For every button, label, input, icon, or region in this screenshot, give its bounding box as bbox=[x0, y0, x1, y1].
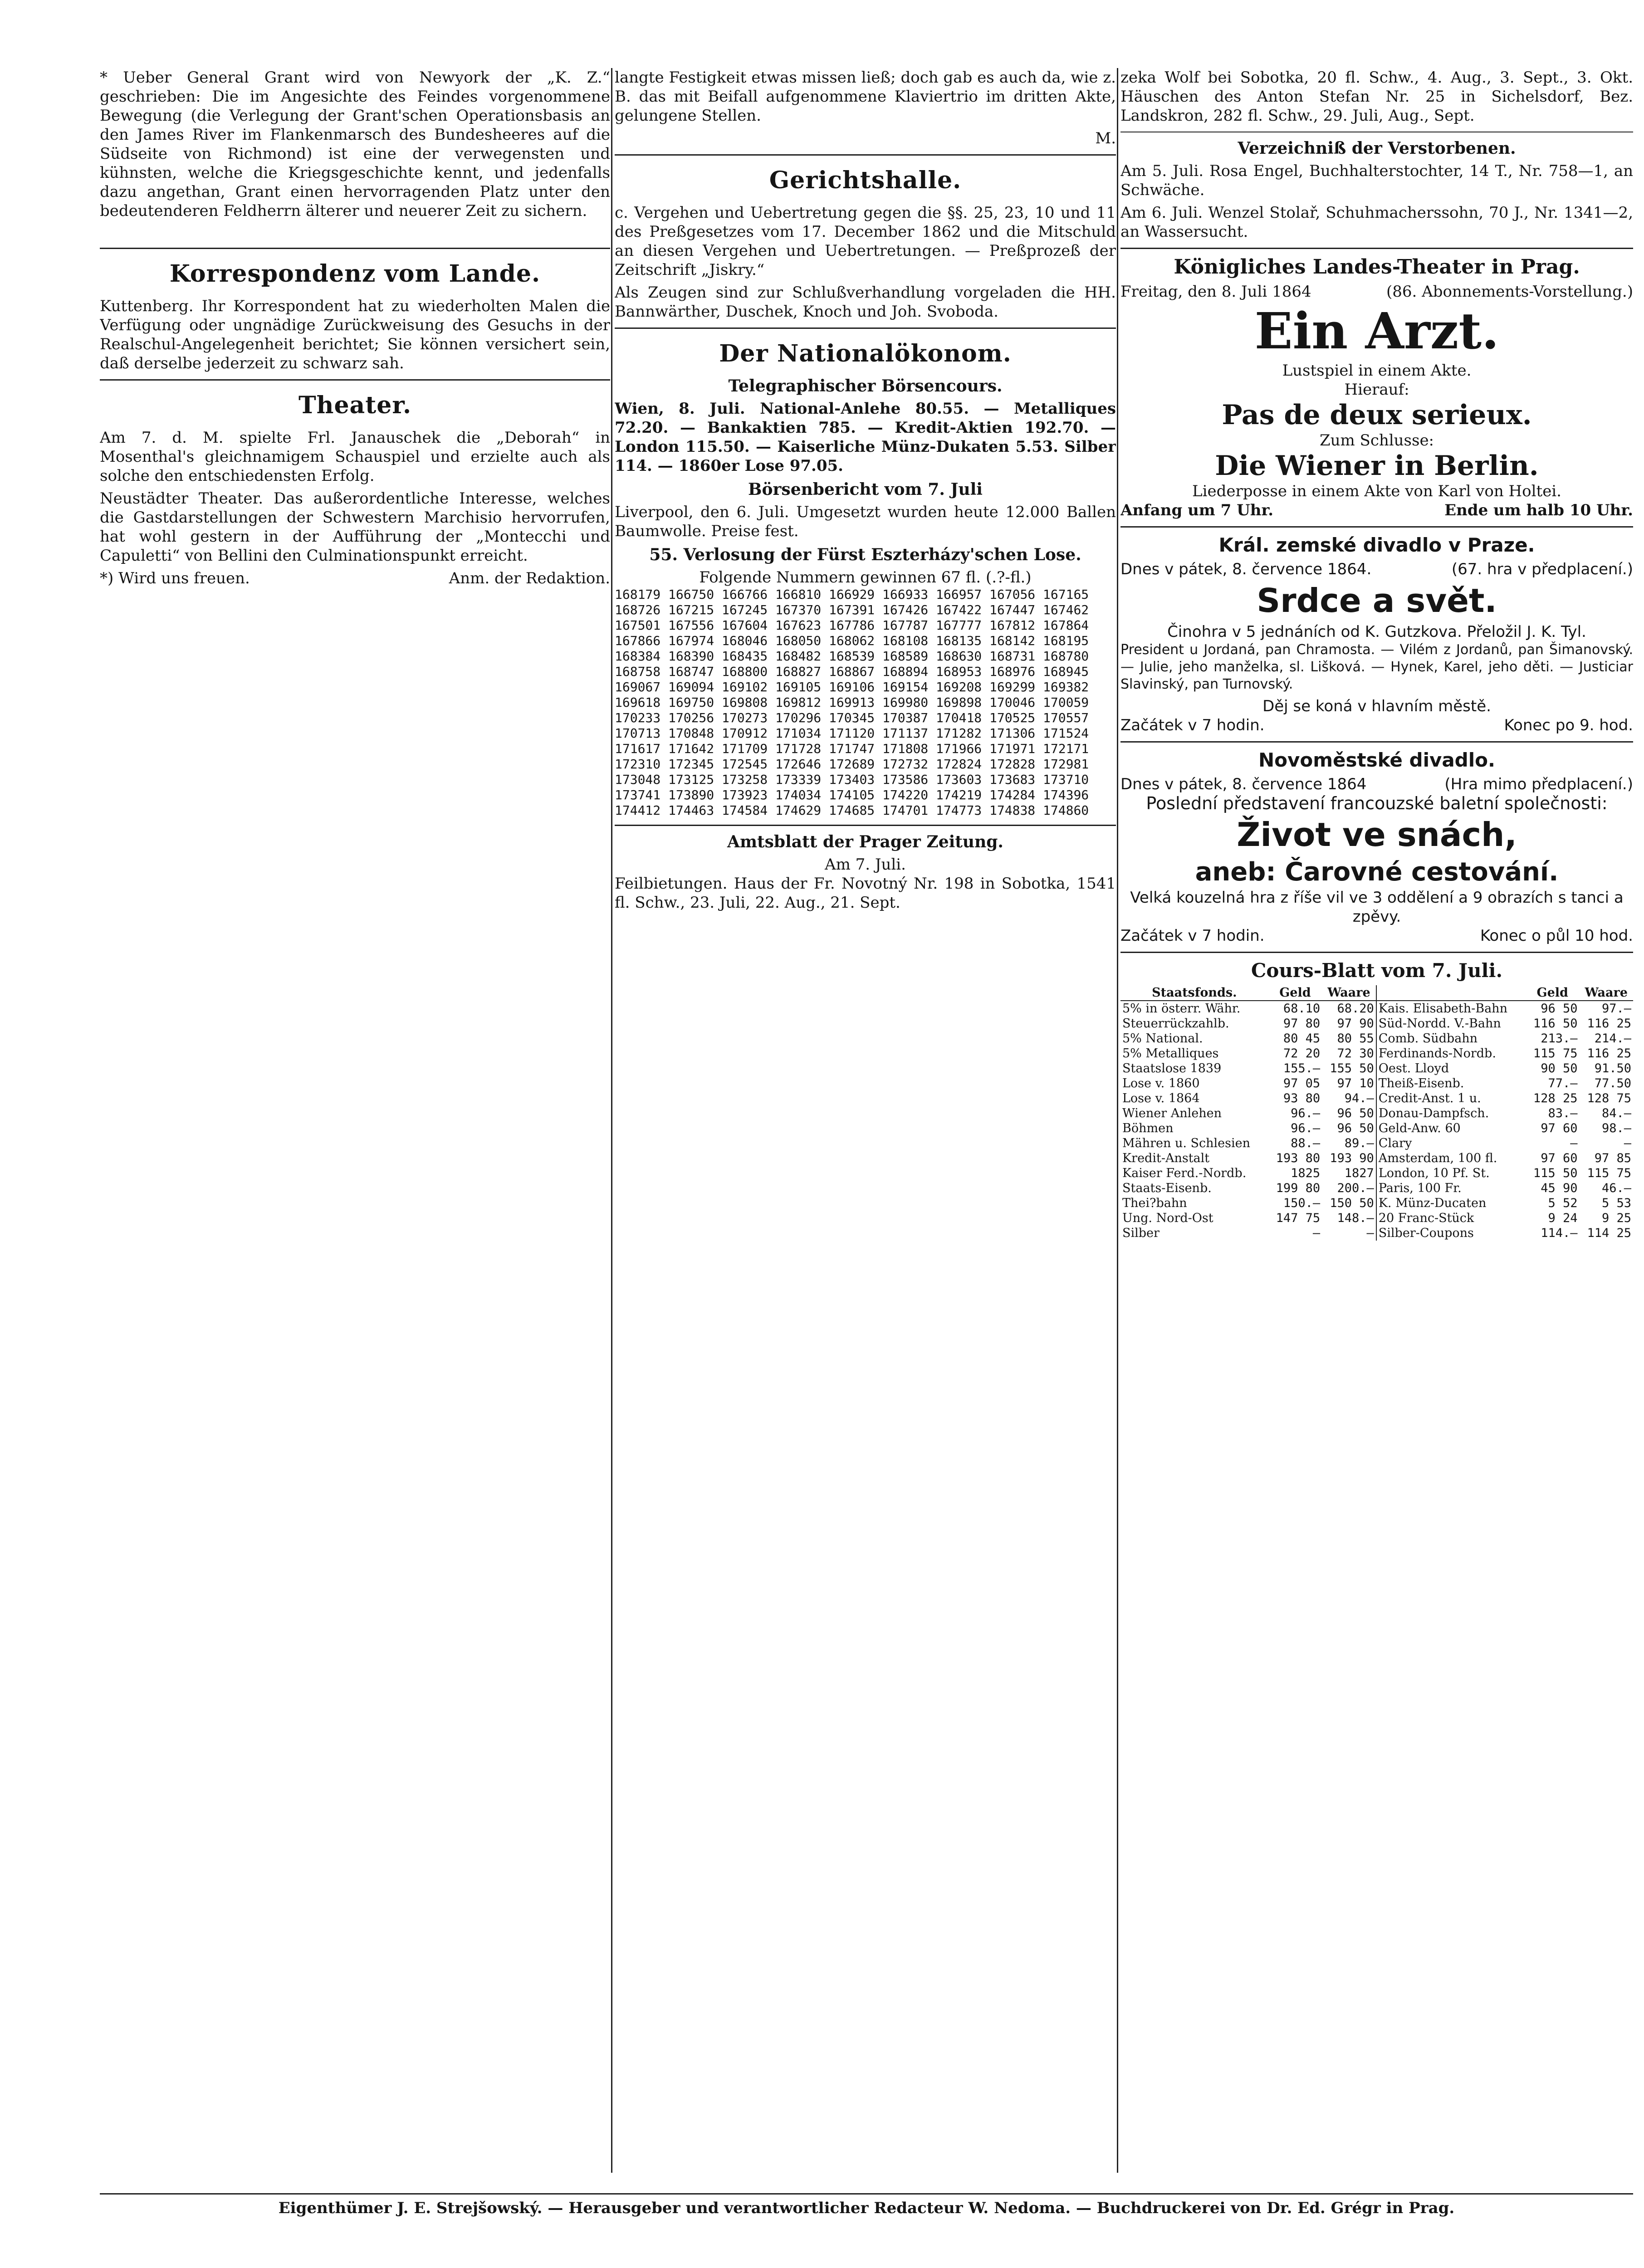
cours-cell: 128 75 bbox=[1587, 1091, 1631, 1105]
theater3-date-row bbox=[1120, 775, 1633, 794]
theater3-date: Dnes v pátek, 8. července 1864 bbox=[1120, 775, 1367, 793]
cours-cell: 77.50 bbox=[1594, 1076, 1631, 1090]
gericht-article-2: Als Zeugen sind zur Schlußverhandlung vorgeladen die HH. Bannwärther, Duschek, Knoch und Joh. Svoboda. bbox=[615, 284, 1116, 321]
cours-cell: 46.— bbox=[1601, 1181, 1631, 1195]
imprint-footer: Eigenthümer J. E. Strejšowský. — Herausgeber und verantwortlicher Redacteur W. Nedoma. — Buchdruckerei von Dr. Ed. Grégr in Prag. bbox=[100, 2193, 1633, 2220]
cours-cell: Böhmen bbox=[1122, 1121, 1174, 1135]
divider bbox=[1120, 248, 1633, 249]
cours-header-cell: Geld bbox=[1268, 985, 1322, 1001]
cours-cell: Kais. Elisabeth-Bahn bbox=[1378, 1002, 1507, 1016]
cours-cell: 200.— bbox=[1322, 1181, 1376, 1196]
cours-cell: Ferdinands-Nordb. bbox=[1378, 1046, 1496, 1061]
cours-cell: 1827 bbox=[1322, 1166, 1376, 1181]
review-signature: M. bbox=[1095, 129, 1116, 147]
lottery-row: 170713 170848 170912 171034 171120 171137 171282 171306 171524 bbox=[615, 726, 1089, 741]
cours-header-cell: Waare bbox=[1579, 985, 1633, 1001]
cours-cell: 147 75 bbox=[1276, 1211, 1321, 1225]
cours-cell: 150.— bbox=[1283, 1196, 1321, 1210]
cours-row bbox=[1120, 1046, 1633, 1061]
theater2-cast: President u Jordaná, pan Chramosta. — Vilém z Jordanů, pan Šimanovský. — Julie, jeho manželka, sl. Lišková. — Hynek, Karel, jeho děti. — Justiciar Slavinský, pan Turnovský. bbox=[1120, 642, 1633, 692]
theater2-date-row bbox=[1120, 560, 1633, 579]
theater-ad-finally: Zum Schlusse: bbox=[1319, 431, 1434, 450]
theater-ad-zemske bbox=[1120, 534, 1633, 735]
cours-cell: 5% in österr. Währ. bbox=[1122, 1002, 1241, 1016]
column-rule bbox=[1117, 68, 1118, 2173]
cours-title: Cours-Blatt vom 7. Juli. bbox=[1251, 959, 1503, 982]
theater3-end: Konec o půl 10 hod. bbox=[1480, 927, 1633, 945]
theater2-abo: (67. hra v předplacení.) bbox=[1451, 560, 1633, 578]
liverpool-report: Liverpool, den 6. Juli. Umgesetzt wurden heute 12.000 Ballen Baumwolle. Preise fest. bbox=[615, 503, 1116, 540]
amtsblatt-title: Amtsblatt der Prager Zeitung. bbox=[727, 832, 1003, 851]
cours-cell: 5 52 bbox=[1548, 1196, 1578, 1210]
cours-row bbox=[1120, 1136, 1633, 1151]
cours-cell: 97 10 bbox=[1322, 1076, 1376, 1091]
cours-cell: Theiß-Eisenb. bbox=[1378, 1076, 1464, 1090]
divider bbox=[615, 825, 1116, 826]
cours-cell: Kredit-Anstalt bbox=[1122, 1151, 1210, 1165]
theater3-intro: Poslední představení francouzské baletní společnosti: bbox=[1146, 793, 1608, 813]
divider bbox=[1120, 952, 1633, 953]
lottery-title: 55. Verlosung der Fürst Eszterházy'schen Lose. bbox=[649, 545, 1081, 564]
lottery-row: 173048 173125 173258 173339 173403 173586 173603 173683 173710 bbox=[615, 772, 1089, 787]
korrespondenz-title: Korrespondenz vom Lande. bbox=[169, 260, 541, 288]
boersenbericht-title: Börsenbericht vom 7. Juli bbox=[748, 480, 983, 499]
cours-cell: 155 50 bbox=[1322, 1061, 1376, 1076]
theater3-desc: Velká kouzelná hra z říše vil ve 3 oddělení a 9 obrazích s tanci a zpěvy. bbox=[1130, 889, 1624, 926]
theater-ad-desc: Liederposse in einem Akte von Karl von Holtei. bbox=[1192, 482, 1561, 500]
gericht-article-1: c. Vergehen und Uebertretung gegen die §§. 25, 23, 10 und 11 des Preßgesetzes vom 17. December 1862 und die Mitschuld an diesen Vergehen und Uebertretungen. — Preßprozeß der Zeitschrift „Jiskry.“ bbox=[615, 204, 1116, 279]
cours-cell: 214.— bbox=[1594, 1031, 1631, 1046]
cours-cell: 72 30 bbox=[1322, 1046, 1376, 1061]
cours-cell: Geld-Anw. 60 bbox=[1378, 1121, 1461, 1135]
theater3-times bbox=[1120, 926, 1633, 945]
theater2-play: Srdce a svět. bbox=[1257, 582, 1497, 620]
cours-header-cell: Waare bbox=[1322, 985, 1376, 1001]
cours-cell: 114.— bbox=[1541, 1226, 1578, 1240]
divider bbox=[615, 327, 1116, 329]
nationaloekonom-title: Der Nationalökonom. bbox=[719, 340, 1012, 367]
lottery-row: 170233 170256 170273 170296 170345 170387 170418 170525 170557 bbox=[615, 710, 1089, 725]
cours-cell: Staatslose 1839 bbox=[1122, 1061, 1222, 1075]
lottery-row: 168179 166750 166766 166810 166929 166933 166957 167056 167165 bbox=[615, 587, 1089, 602]
cours-cell: Clary bbox=[1378, 1136, 1412, 1150]
cours-cell: 148.— bbox=[1322, 1211, 1376, 1226]
lottery-row: 172310 172345 172545 172646 172689 172732 172824 172828 172981 bbox=[615, 757, 1089, 772]
cours-cell: Thei?bahn bbox=[1122, 1196, 1187, 1210]
lottery-row: 171617 171642 171709 171728 171747 171808 171966 171971 172171 bbox=[615, 741, 1089, 756]
cours-cell: 97 85 bbox=[1594, 1151, 1631, 1165]
cours-cell: 1825 bbox=[1291, 1166, 1321, 1180]
korrespondenz-article: Kuttenberg. Ihr Korrespondent hat zu wiederholten Malen die Verfügung oder ungnädige Zurückweisung des Gesuchs in der Realschul-Angelegenheit berichtet; Sie können versichert sein, daß derselbe jederzeit zu schwarz sah. bbox=[100, 297, 610, 372]
cours-cell: 80 45 bbox=[1283, 1031, 1321, 1046]
theater2-place: Děj se koná v hlavním městě. bbox=[1262, 697, 1491, 715]
cours-cell: Silber-Coupons bbox=[1378, 1226, 1474, 1240]
cours-cell: 96.— bbox=[1291, 1121, 1321, 1135]
cours-cell: 96 50 bbox=[1322, 1121, 1376, 1136]
cours-cell: Paris, 100 Fr. bbox=[1378, 1181, 1462, 1195]
cours-cell: 96.— bbox=[1291, 1106, 1321, 1120]
cours-table bbox=[1120, 985, 1633, 1241]
cours-cell: 97 80 bbox=[1283, 1017, 1321, 1031]
cours-cell: Steuerrückzahlb. bbox=[1122, 1017, 1229, 1031]
theater-ad-play2: Pas de deux serieux. bbox=[1222, 399, 1532, 431]
theater3-abo: (Hra mimo předplacení.) bbox=[1444, 775, 1633, 793]
cours-cell: 9 25 bbox=[1601, 1211, 1631, 1225]
cours-cell: Credit-Anst. 1 u. bbox=[1378, 1091, 1481, 1105]
cours-cell: Ung. Nord-Ost bbox=[1122, 1211, 1213, 1225]
theater-ad-start: Anfang um 7 Uhr. bbox=[1120, 501, 1274, 519]
cours-cell: 115 50 bbox=[1533, 1166, 1578, 1180]
grant-article-continued bbox=[100, 224, 610, 241]
cours-cell: Amsterdam, 100 fl. bbox=[1378, 1151, 1497, 1165]
theater-ad-times bbox=[1120, 501, 1633, 520]
cours-cell: K. Münz-Ducaten bbox=[1378, 1196, 1487, 1210]
theater-ad-novomestske bbox=[1120, 749, 1633, 945]
cours-cell: Oest. Lloyd bbox=[1378, 1061, 1449, 1075]
cours-cell: Mähren u. Schlesien bbox=[1122, 1136, 1251, 1150]
amtsblatt-date: Am 7. Juli. bbox=[825, 855, 906, 874]
cours-cell: Lose v. 1860 bbox=[1122, 1076, 1200, 1090]
cours-header-row bbox=[1120, 985, 1633, 1001]
amtsblatt-text: Feilbietungen. Haus der Fr. Novotný Nr. 198 in Sobotka, 1541 fl. Schw., 23. Juli, 22. Aug., 21. Sept. bbox=[615, 875, 1116, 912]
theater2-title: Král. zemské divadlo v Praze. bbox=[1218, 534, 1535, 556]
cours-cell: 115 75 bbox=[1587, 1166, 1631, 1180]
cours-header-cell bbox=[1376, 985, 1526, 1001]
cours-row bbox=[1120, 1091, 1633, 1106]
theater-ad-end: Ende um halb 10 Uhr. bbox=[1444, 501, 1633, 519]
cours-row bbox=[1120, 1106, 1633, 1121]
cours-cell: 93 80 bbox=[1283, 1091, 1321, 1105]
cours-row bbox=[1120, 1181, 1633, 1196]
theater3-start: Začátek v 7 hodin. bbox=[1120, 927, 1265, 945]
cours-cell: 94.— bbox=[1322, 1091, 1376, 1106]
cours-row bbox=[1120, 1151, 1633, 1166]
cours-cell: Comb. Südbahn bbox=[1378, 1031, 1478, 1046]
lottery-row: 169067 169094 169102 169105 169106 169154 169208 169299 169382 bbox=[615, 679, 1089, 694]
lottery-row: 168384 168390 168435 168482 168539 168589 168630 168731 168780 bbox=[615, 649, 1089, 664]
theater-ad-abo: (86. Abonnements-Vorstellung.) bbox=[1386, 283, 1633, 301]
theater2-date: Dnes v pátek, 8. července 1864. bbox=[1120, 560, 1372, 578]
theater-ad-title: Königliches Landes-Theater in Prag. bbox=[1174, 255, 1580, 279]
cours-cell: 89.— bbox=[1322, 1136, 1376, 1151]
lottery-numbers bbox=[615, 587, 1116, 818]
cours-cell: 97 90 bbox=[1322, 1016, 1376, 1031]
column-left bbox=[100, 68, 610, 2173]
cours-cell: 83.— bbox=[1548, 1106, 1578, 1120]
cours-cell: 97 05 bbox=[1283, 1076, 1321, 1090]
cours-cell: 193 90 bbox=[1322, 1151, 1376, 1166]
cours-cell: — bbox=[1322, 1226, 1376, 1241]
cours-row bbox=[1120, 1121, 1633, 1136]
divider bbox=[100, 248, 610, 249]
cours-row bbox=[1120, 1076, 1633, 1091]
cours-cell: 199 80 bbox=[1276, 1181, 1321, 1195]
gerichtshalle-title: Gerichtshalle. bbox=[769, 166, 962, 194]
lottery-row: 169618 169750 169808 169812 169913 169980 169898 170046 170059 bbox=[615, 695, 1089, 710]
cours-row bbox=[1120, 1196, 1633, 1211]
verstorbene-1: Am 5. Juli. Rosa Engel, Buchhalterstochter, 14 T., Nr. 758—1, an Schwäche. bbox=[1120, 162, 1633, 199]
cours-cell: 91.50 bbox=[1594, 1061, 1631, 1075]
cours-row bbox=[1120, 1061, 1633, 1076]
cours-cell: 45 90 bbox=[1541, 1181, 1578, 1195]
footnote-row bbox=[100, 569, 610, 588]
theater2-desc: Činohra v 5 jednáních od K. Gutzkova. Přeložil J. K. Tyl. bbox=[1167, 623, 1586, 641]
lottery-row: 167866 167974 168046 168050 168062 168108 168135 168142 168195 bbox=[615, 633, 1089, 648]
theater-ad-genre: Lustspiel in einem Akte. bbox=[1282, 362, 1472, 380]
cours-cell: Wiener Anlehen bbox=[1122, 1106, 1222, 1120]
boerse-title: Telegraphischer Börsencours. bbox=[728, 376, 1003, 396]
cours-cell: Kaiser Ferd.-Nordb. bbox=[1122, 1166, 1247, 1180]
cours-cell: 150 50 bbox=[1322, 1196, 1376, 1211]
verstorbene-2: Am 6. Juli. Wenzel Stolař, Schuhmacherssohn, 70 J., Nr. 1341—2, an Wassersucht. bbox=[1120, 204, 1633, 241]
theater2-start: Začátek v 7 hodin. bbox=[1120, 716, 1265, 734]
lottery-row: 168726 167215 167245 167370 167391 167426 167422 167447 167462 bbox=[615, 602, 1089, 617]
cours-cell: 96 50 bbox=[1541, 1002, 1578, 1016]
cours-cell: — bbox=[1624, 1136, 1631, 1150]
verstorbene-title: Verzeichniß der Verstorbenen. bbox=[1238, 139, 1516, 158]
cours-row bbox=[1120, 1016, 1633, 1031]
cours-cell: 72 20 bbox=[1283, 1046, 1321, 1061]
cours-cell: 84.— bbox=[1601, 1106, 1631, 1120]
theater3-play2: aneb: Čarovné cestování. bbox=[1195, 857, 1559, 887]
cours-row bbox=[1120, 1211, 1633, 1226]
theater-ad-play3: Die Wiener in Berlin. bbox=[1215, 450, 1539, 482]
column-rule bbox=[611, 68, 612, 2173]
cours-cell: 97 60 bbox=[1541, 1121, 1578, 1135]
column-middle bbox=[615, 68, 1116, 2173]
cours-cell: Donau-Dampfsch. bbox=[1378, 1106, 1489, 1120]
lottery-row: 173741 173890 173923 174034 174105 174220 174219 174284 174396 bbox=[615, 787, 1089, 802]
cours-cell: 68.10 bbox=[1283, 1002, 1321, 1016]
cours-cell: 116 50 bbox=[1533, 1017, 1578, 1031]
cours-cell: 115 75 bbox=[1533, 1046, 1578, 1061]
theater-article-1: Am 7. d. M. spielte Frl. Janauschek die „Deborah“ in Mosenthal's gleichnamigem Schauspiel und erzielte auch als solche den entschiedensten Erfolg. bbox=[100, 429, 610, 485]
cours-cell: 155.— bbox=[1283, 1061, 1321, 1075]
cours-header-cell: Staatsfonds. bbox=[1120, 985, 1268, 1001]
divider bbox=[1120, 741, 1633, 743]
theater2-end: Konec po 9. hod. bbox=[1504, 716, 1633, 734]
theater3-title: Novoměstské divadlo. bbox=[1258, 749, 1495, 771]
grant-article: * Ueber General Grant wird von Newyork der „K. Z.“ geschrieben: Die im Angesichte des Feindes vorgenommene Bewegung (die Verlegung der Grant'schen Operationsbasis an den James River im Flankenmarsch des Bundesheeres auf die Südseite von Richmond) ist eine der verwegensten und kühnsten, welche die Kriegsgeschichte kennt, und jedenfalls dazu angethan, Grant einen hervorragenden Platz unter den bedeutenderen Feldherrn älterer und neuerer Zeit zu sichern. bbox=[100, 68, 610, 220]
wien-quotes: Wien, 8. Juli. National-Anlehe 80.55. — Metalliques 72.20. — Bankaktien 785. — Kredit-Aktien 192.70. — London 115.50. — Kaiserliche Münz-Dukaten 5.53. Silber 114. — 1860er Lose 97.05. bbox=[615, 400, 1116, 475]
cours-cell: 20 Franc-Stück bbox=[1378, 1211, 1474, 1225]
feilbietung-continued: zeka Wolf bei Sobotka, 20 fl. Schw., 4. Aug., 3. Sept., 3. Okt. Häuschen des Anton Stefan Nr. 25 in Sichelsdorf, Bez. Landskron, 282 fl. Schw., 29. Juli, Aug., Sept. bbox=[1120, 68, 1633, 125]
theater2-times bbox=[1120, 716, 1633, 735]
cours-header-cell: Geld bbox=[1526, 985, 1580, 1001]
cours-cell: 116 25 bbox=[1587, 1046, 1631, 1061]
cours-cell: London, 10 Pf. St. bbox=[1378, 1166, 1490, 1180]
cours-cell: 128 25 bbox=[1533, 1091, 1578, 1105]
cours-cell: 5 53 bbox=[1601, 1196, 1631, 1210]
cours-cell: 77.— bbox=[1548, 1076, 1578, 1090]
cours-cell: Staats-Eisenb. bbox=[1122, 1181, 1212, 1195]
cours-cell: 5% Metalliques bbox=[1122, 1046, 1219, 1061]
cours-cell: 9 24 bbox=[1548, 1211, 1578, 1225]
cours-cell: 116 25 bbox=[1587, 1017, 1631, 1031]
cours-cell: 90 50 bbox=[1541, 1061, 1578, 1075]
lottery-subtitle: Folgende Nummern gewinnen 67 fl. (.?-fl.) bbox=[699, 568, 1032, 587]
theater-title: Theater. bbox=[298, 391, 412, 419]
theater-ad-then: Hierauf: bbox=[1344, 381, 1409, 399]
cours-row bbox=[1120, 1001, 1633, 1016]
lottery-row: 167501 167556 167604 167623 167786 167787 167777 167812 167864 bbox=[615, 618, 1089, 633]
cours-cell: — bbox=[1312, 1226, 1321, 1240]
cours-row bbox=[1120, 1031, 1633, 1046]
cours-cell: 88.— bbox=[1291, 1136, 1321, 1150]
cours-row bbox=[1120, 1166, 1633, 1181]
cours-cell: 193 80 bbox=[1276, 1151, 1321, 1165]
cours-cell: 98.— bbox=[1601, 1121, 1631, 1135]
cours-cell: 80 55 bbox=[1322, 1031, 1376, 1046]
theater-article-2: Neustädter Theater. Das außerordentliche Interesse, welches die Gastdarstellungen der Schwestern Marchisio hervorrufen, hat wohl gestern in der Aufführung der „Montecchi und Capuletti“ von Bellini den Culminationspunkt erreicht. bbox=[100, 489, 610, 565]
lottery-row: 174412 174463 174584 174629 174685 174701 174773 174838 174860 bbox=[615, 803, 1089, 818]
theater3-play: Život ve snách, bbox=[1237, 816, 1517, 854]
theater-ad-date-row bbox=[1120, 282, 1633, 301]
column-right bbox=[1120, 68, 1633, 2173]
lottery-row: 168758 168747 168800 168827 168867 168894 168953 168976 168945 bbox=[615, 664, 1089, 679]
cours-cell: 96 50 bbox=[1322, 1106, 1376, 1121]
cours-row bbox=[1120, 1226, 1633, 1241]
footnote-attribution: Anm. der Redaktion. bbox=[449, 569, 610, 587]
divider bbox=[615, 154, 1116, 156]
theater-ad-date: Freitag, den 8. Juli 1864 bbox=[1120, 283, 1311, 301]
divider bbox=[100, 379, 610, 381]
cours-cell: 5% National. bbox=[1122, 1031, 1203, 1046]
cours-cell: Silber bbox=[1122, 1226, 1160, 1240]
cours-cell: 97.— bbox=[1601, 1002, 1631, 1016]
cours-cell: 68.20 bbox=[1322, 1001, 1376, 1016]
footnote: *) Wird uns freuen. bbox=[100, 569, 250, 587]
divider bbox=[1120, 526, 1633, 528]
cours-cell: 114 25 bbox=[1587, 1226, 1631, 1240]
continued-review: langte Festigkeit etwas missen ließ; doch gab es auch da, wie z. B. das mit Beifall aufgenommene Klaviertrio im dritten Akte, gelungene Stellen. bbox=[615, 68, 1116, 125]
cours-cell: 213.— bbox=[1541, 1031, 1578, 1046]
cours-cell: Lose v. 1864 bbox=[1122, 1091, 1200, 1105]
cours-cell: 97 60 bbox=[1541, 1151, 1578, 1165]
cours-cell: — bbox=[1570, 1136, 1578, 1150]
cours-cell: Süd-Nordd. V.-Bahn bbox=[1378, 1017, 1501, 1031]
theater-ad-play: Ein Arzt. bbox=[1254, 302, 1499, 360]
theater-ad-landes bbox=[1120, 255, 1633, 520]
